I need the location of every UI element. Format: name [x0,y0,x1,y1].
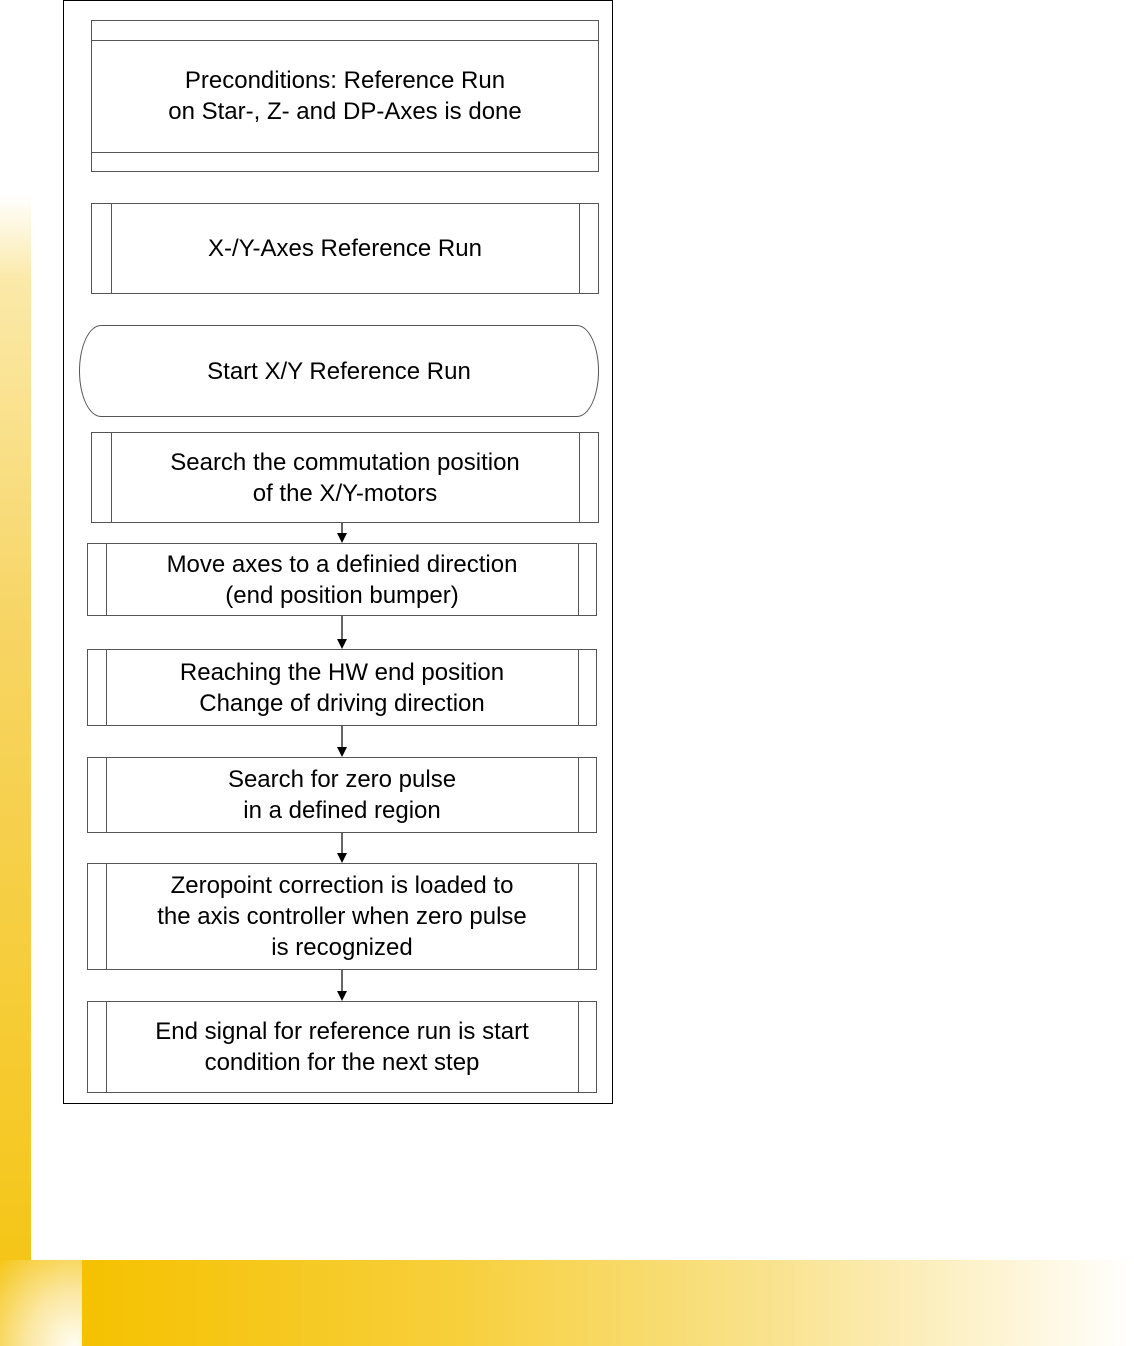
reaching-hw-end-box [87,649,597,726]
move-axes-box [87,543,597,616]
xy-reference-run-text: X-/Y-Axes Reference Run [208,235,482,262]
left-accent-bar [0,195,31,1260]
reaching-hw-end-text: Reaching the HW end position Change of driving direction [179,658,505,717]
bottom-accent-band [82,1260,1134,1346]
xy-reference-run-box [91,203,599,294]
move-axes-text: Move axes to a definied direction (end position bumper) [166,550,518,609]
start-xy-terminal [79,325,599,417]
end-signal-text: End signal for reference run is start condition for the next step [155,1018,529,1076]
corner-accent [0,1260,82,1346]
zeropoint-correction-box [87,863,597,970]
zeropoint-correction-text: Zeropoint correction is loaded to the axis controller when zero pulse is recognized [157,872,527,961]
search-commutation-text: Search the commutation position of the X/Y-motors [170,448,520,507]
search-zero-pulse-box [87,757,597,833]
start-xy-text: Start X/Y Reference Run [207,357,471,385]
search-zero-pulse-text: Search for zero pulse in a defined region [227,766,457,824]
end-signal-box [87,1001,597,1093]
search-commutation-box [91,432,599,523]
preconditions-box [91,20,599,172]
preconditions-text: Preconditions: Reference Run on Star-, Z- and DP-Axes is done [168,67,522,125]
